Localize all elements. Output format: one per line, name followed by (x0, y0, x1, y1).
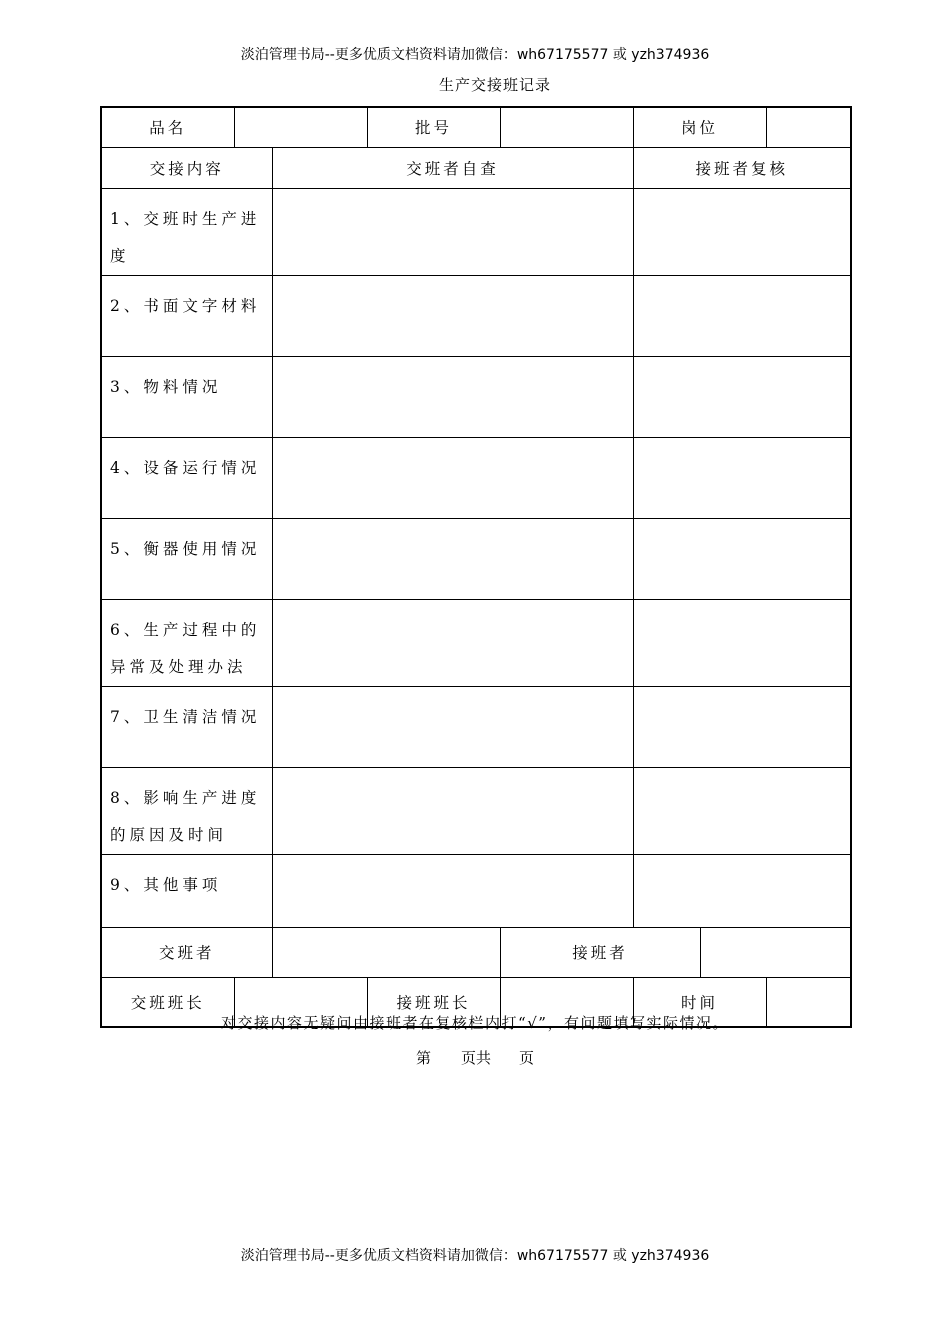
item-label: 5、衡器使用情况 (101, 518, 272, 599)
review-cell[interactable] (633, 686, 851, 767)
page-prefix: 第 (415, 1049, 431, 1067)
batch-label: 批号 (367, 107, 500, 147)
table-row (101, 437, 851, 518)
table-row (101, 356, 851, 437)
page-number (0, 1047, 950, 1068)
review-cell[interactable] (633, 767, 851, 854)
page-middle: 页共 (460, 1049, 491, 1067)
handover-person-cell[interactable] (272, 927, 500, 977)
self-check-cell[interactable] (272, 356, 633, 437)
item-label: 3、物料情况 (101, 356, 272, 437)
table-row (101, 275, 851, 356)
column-header-row (101, 147, 851, 188)
item-label: 2、书面文字材料 (101, 275, 272, 356)
review-cell[interactable] (633, 188, 851, 275)
item-label: 8、影响生产进度的原因及时间 (101, 767, 272, 854)
document-title: 生产交接班记录 (438, 76, 551, 94)
batch-value-cell[interactable] (500, 107, 633, 147)
product-value-cell[interactable] (234, 107, 367, 147)
content-column-header: 交接内容 (101, 147, 272, 188)
self-check-cell[interactable] (272, 854, 633, 927)
self-check-cell[interactable] (272, 599, 633, 686)
item-label: 6、生产过程中的异常及处理办法 (101, 599, 272, 686)
handover-signature-row (101, 927, 851, 977)
table-row (101, 188, 851, 275)
top-info-row (101, 107, 851, 147)
table-row (101, 854, 851, 927)
item-label: 1、交班时生产进度 (101, 188, 272, 275)
table-row (101, 599, 851, 686)
review-cell[interactable] (633, 437, 851, 518)
table-row (101, 767, 851, 854)
self-check-cell[interactable] (272, 686, 633, 767)
review-cell[interactable] (633, 275, 851, 356)
review-cell[interactable] (633, 356, 851, 437)
table-row (101, 518, 851, 599)
review-cell[interactable] (633, 518, 851, 599)
review-cell[interactable] (633, 854, 851, 927)
self-check-column-header: 交班者自查 (272, 147, 633, 188)
takeover-leader-label: 接班班长 (367, 977, 500, 1027)
review-cell[interactable] (633, 599, 851, 686)
review-column-header: 接班者复核 (633, 147, 851, 188)
handover-person-label: 交班者 (101, 927, 272, 977)
page-footer: 淡泊管理书局--更多优质文档资料请加微信：wh67175577 或 yzh374936 (240, 1248, 710, 1264)
post-label: 岗位 (633, 107, 766, 147)
table-row (101, 686, 851, 767)
takeover-person-cell[interactable] (700, 927, 851, 977)
page-header: 淡泊管理书局--更多优质文档资料请加微信：wh67175577 或 yzh374936 (240, 47, 710, 63)
self-check-cell[interactable] (272, 518, 633, 599)
handover-record-table (100, 106, 852, 1028)
time-label: 时间 (633, 977, 766, 1027)
self-check-cell[interactable] (272, 188, 633, 275)
item-label: 4、设备运行情况 (101, 437, 272, 518)
takeover-person-label: 接班者 (500, 927, 700, 977)
post-value-cell[interactable] (766, 107, 851, 147)
self-check-cell[interactable] (272, 437, 633, 518)
page-suffix: 页 (519, 1049, 535, 1067)
product-label: 品名 (101, 107, 234, 147)
self-check-cell[interactable] (272, 767, 633, 854)
handover-leader-label: 交班班长 (101, 977, 234, 1027)
self-check-cell[interactable] (272, 275, 633, 356)
instruction-note: 对交接内容无疑问由接班者在复核栏内打“√”，有问题填写实际情况。 (221, 1014, 729, 1032)
item-label: 7、卫生清洁情况 (101, 686, 272, 767)
item-label: 9、其他事项 (101, 854, 272, 927)
